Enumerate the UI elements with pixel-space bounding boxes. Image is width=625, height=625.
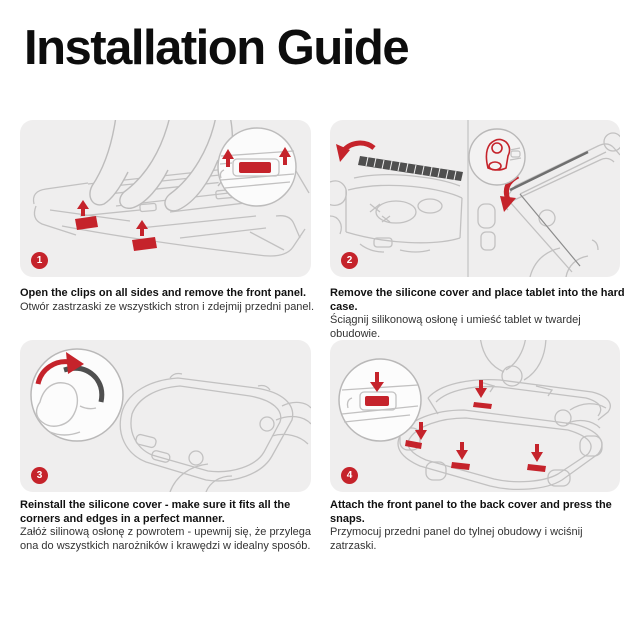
down-arrow-icon [479, 380, 483, 389]
red-clip-icon [239, 162, 271, 173]
step-4-art [330, 340, 620, 492]
step-1-illustration-panel [20, 120, 311, 277]
step-3-caption-pl: Załóż silinową osłonę z powrotem - upewnij się, że przylega ona do wszystkich narożników i krawędzi w idealny sposób. [20, 526, 312, 552]
step-4-caption [330, 499, 625, 553]
zoom-inset-circle [218, 128, 296, 206]
down-arrow-icon [460, 442, 464, 451]
up-arrow-icon [140, 228, 144, 236]
step-3-illustration-panel [20, 340, 311, 492]
step-4-caption-en: Attach the front panel to the back cover and press the snaps. [330, 499, 612, 525]
step-2-illustration-panel [330, 120, 620, 277]
step-1-art [20, 120, 311, 277]
up-arrow-icon [226, 158, 230, 167]
step-number-badge: 4 [341, 467, 358, 484]
step-2-caption-pl: Ściągnij silikonową osłonę i umieść tablet w twardej obudowie. [330, 314, 581, 340]
down-arrow-icon [375, 372, 379, 382]
step-number-badge: 3 [31, 467, 48, 484]
step-1-caption-en: Open the clips on all sides and remove the front panel. [20, 287, 307, 299]
tablet-insert-art [469, 129, 620, 277]
step-2-caption-en: Remove the silicone cover and place tablet into the hard case. [330, 287, 625, 313]
zoom-inset-circle [339, 359, 421, 441]
zoom-inset-circle [31, 349, 123, 441]
down-arrow-icon [535, 444, 539, 453]
silicone-frame-art [120, 374, 311, 493]
red-clip-icon [473, 402, 492, 409]
red-clip-icon [451, 462, 470, 470]
step-3-caption [20, 499, 320, 553]
step-4-caption-pl: Przymocuj przedni panel do tylnej obudowy i wciśnij zatrzaski. [330, 526, 583, 552]
hand-art [90, 120, 232, 211]
step-number-badge: 2 [341, 252, 358, 269]
clip-detail-inset [469, 129, 525, 185]
red-clip-arrows [75, 200, 157, 251]
step-1-caption-pl: Otwór zastrzaski ze wszystkich stron i zdejmij przedni panel. [20, 300, 315, 313]
step-2-art [330, 120, 620, 277]
page-title: Installation Guide [24, 21, 409, 75]
down-arrow-icon [419, 422, 423, 431]
red-clip-icon [365, 396, 389, 406]
step-3-caption-en: Reinstall the silicone cover - make sure it fits all the corners and edges in a perfect manner. [20, 499, 291, 525]
step-1-caption [20, 287, 322, 314]
red-clip-icon [527, 464, 546, 472]
step-number-badge: 1 [31, 252, 48, 269]
up-arrow-icon [81, 208, 85, 216]
up-arrow-icon [283, 156, 287, 165]
red-clip-icon [75, 216, 98, 230]
case-frames-art [398, 340, 610, 489]
silicone-peel-art [330, 143, 463, 252]
step-3-art [20, 340, 311, 492]
step-4-illustration-panel [330, 340, 620, 492]
step-2-caption [330, 287, 625, 341]
